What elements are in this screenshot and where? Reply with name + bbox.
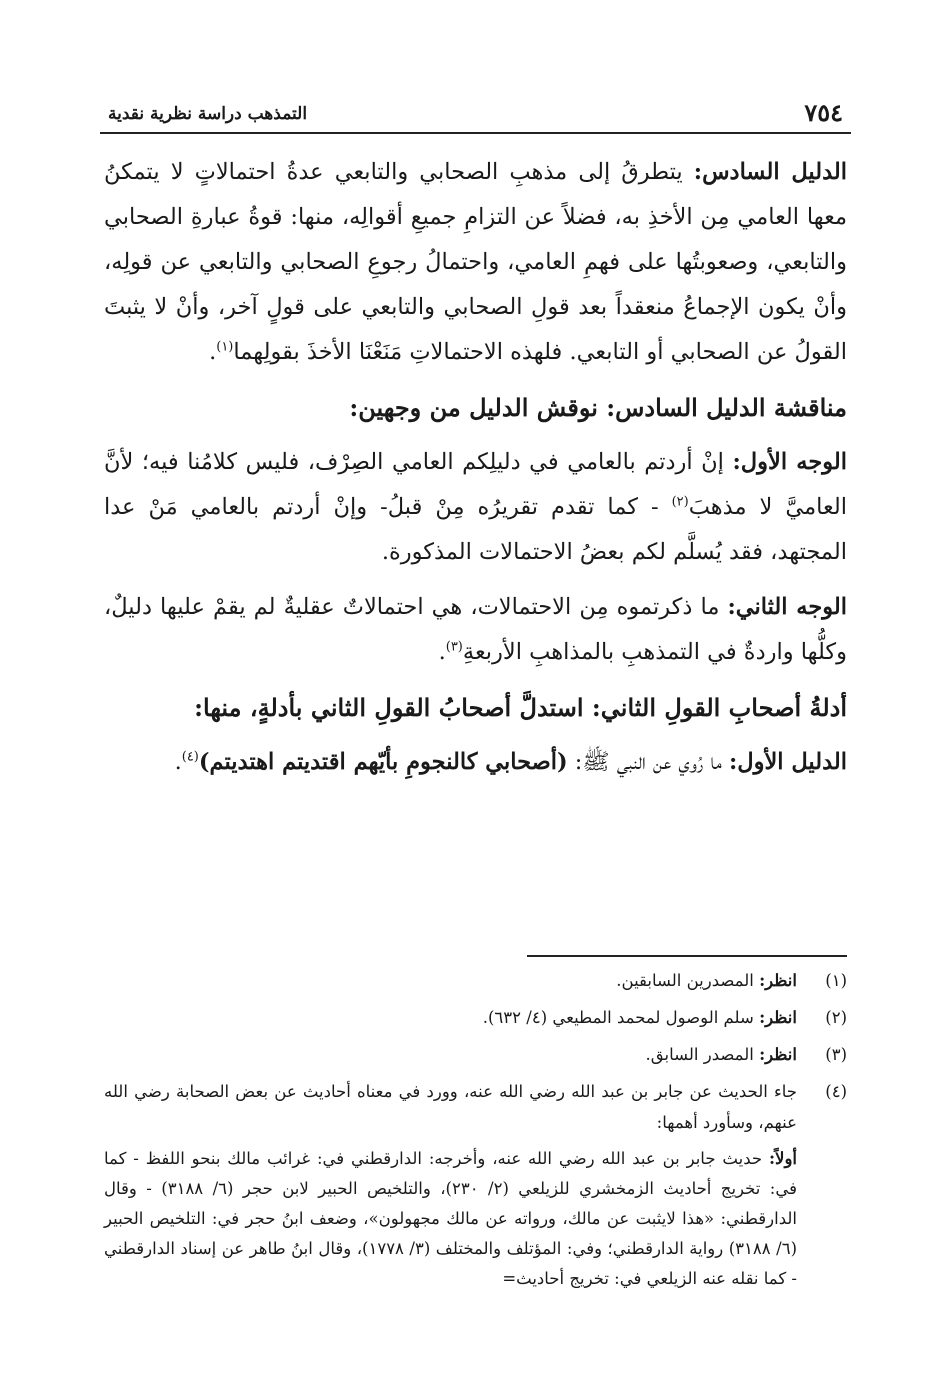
footnote-2: [104, 1002, 847, 1033]
footnote-label: أولاً:: [768, 1149, 797, 1168]
running-title: التمذهب دراسة نظرية نقدية: [108, 104, 308, 124]
text-sixth-evidence: يتطرقُ إلى مذهبِ الصحابي والتابعي عدةُ احتمالاتٍ لا يتمكنُ معها العامي مِن الأخذِ به، فضلاً عن التزامِ جميعِ أقوالِه، منها: قوةُ عبارةِ الصحابي والتابعي، وصعوبتُها على فهمِ العامي، واحتمالُ رجوعِ الصحابي والتابعي عن قولِه، وأنْ يكون الإجماعُ منعقداً بعد قولِ الصحابي والتابعي على قولٍ آخر، وأنْ لا يثبتَ القولُ عن الصحابي أو التابعي. فلهذه الاحتمالاتِ مَنَعْنَا الأخذَ بقولِهما: [104, 159, 848, 365]
lead-sixth-evidence: الدليل السادس:: [693, 159, 847, 185]
footnote-number: (٢): [825, 1008, 847, 1027]
footnote-body: جاء الحديث عن جابر بن عبد الله رضي الله عنه، وورد في معناه أحاديث عن بعض الصحابة رضي الله عنهم، وسأورد أهمها:: [104, 1082, 797, 1132]
footnote-label: انظر:: [759, 971, 797, 990]
footnote-ref-3[interactable]: (٣): [445, 639, 463, 655]
footnote-3: [104, 1039, 847, 1070]
footnote-text: المصدر السابق.: [645, 1045, 760, 1064]
footnote-text: المصدرين السابقين.: [616, 971, 760, 990]
footnote-text: حديث جابر بن عبد الله رضي الله عنه، وأخرجه: الدارقطني في: غرائب مالك بنحو اللفظ - كما في: تخريج أحاديث الزمخشري للزيلعي (٢/ ٢٣٠)، والتلخيص الحبير لابن حجر (٦/ ٣١٨٨) - وقال الدارقطني: «هذا لايثبت عن مالك، ورواته عن مالك مجهولون»، وضعف ابنُ حجر في: التلخيص الحبير (٦/ ٣١٨٨) رواية الدارقطني؛ وفي: المؤتلف والمختلف (٣/ ١٧٧٨)، وقال ابنُ طاهر عن إسناد الدارقطني - كما نقله عنه الزيلعي في: تخريج أحاديث=: [104, 1149, 797, 1288]
footnote-number: (٣): [825, 1045, 847, 1064]
footnote-4: [104, 1076, 847, 1138]
footnote-text: سلم الوصول لمحمد المطيعي (٤/ ٦٣٢).: [482, 1008, 760, 1027]
paragraph-first-evidence: الدليل الأول: ما رُوي عن النبي ﷺ: (أصحابي كالنجومِ بأيّهم اقتديتم اهتديتم)$^{(٤)}$.: [174, 749, 847, 775]
footnote-label: انظر:: [759, 1008, 797, 1027]
footnote-label: انظر:: [759, 1045, 797, 1064]
text-second-aspect: ما ذكرتموه مِن الاحتمالات، هي احتمالاتٌ عقليةٌ لم يقمْ عليها دليلٌ، وكلُّها واردةٌ في التمذهبِ بالمذاهبِ الأربعةِ: [104, 594, 847, 665]
footnote-4-continuation: [104, 1144, 847, 1294]
text-first-aspect-b: - كما تقدم تقريرُه مِنْ قبلُ- وإنْ أردتم بالعامي مَنْ عدا المجتهد، فقد يُسلَّم لكم بعضُ الاحتمالات المذكورة.: [104, 494, 847, 565]
paragraph-first-aspect: [104, 440, 847, 575]
lead-first-evidence: الدليل الأول:: [728, 749, 847, 775]
text-first-aspect-a: إنْ أردتم بالعامي في دليلِكم العامي الصِرْف، فليس كلامُنا فيه؛ لأنَّ العاميَّ لا مذهبَ: [104, 449, 847, 520]
heading-discussion: مناقشة الدليل السادس: نوقش الدليل من وجهين:: [349, 393, 847, 422]
footnote-ref-2[interactable]: (٢): [671, 494, 689, 510]
footnote-ref-4[interactable]: (٤): [181, 749, 199, 765]
footnote-body: [104, 1039, 797, 1070]
page-header: [100, 98, 851, 134]
footnote-1: [104, 965, 847, 996]
main-text: [104, 150, 847, 795]
footnote-number: (١): [825, 971, 847, 990]
footnote-body: [104, 1002, 797, 1033]
footnote-number: (٤): [825, 1082, 847, 1101]
text-first-evidence: ما رُوي عن النبي ﷺ:: [567, 749, 729, 775]
heading-second-opinion: أدلةُ أصحابِ القولِ الثاني: استدلَّ أصحابُ القولِ الثاني بأدلةٍ، منها:: [194, 693, 847, 722]
page-number: ٧٥٤: [804, 98, 843, 127]
hadith-quote: (أصحابي كالنجومِ بأيّهم اقتديتم اهتديتم): [198, 749, 568, 775]
paragraph-second-aspect: الوجه الثاني: ما ذكرتموه مِن الاحتمالات، هي احتمالاتٌ عقليةٌ لم يقمْ عليها دليلٌ، وكلُّها واردةٌ في التمذهبِ بالمذاهبِ الأربعةِ$^{(٣)}$.: [104, 594, 847, 665]
footnote-body: [104, 965, 797, 996]
footnote-ref-1[interactable]: (١): [216, 339, 234, 355]
lead-first-aspect: الوجه الأول:: [732, 449, 848, 475]
footnotes: [104, 965, 847, 1294]
lead-second-aspect: الوجه الثاني:: [727, 594, 847, 620]
paragraph-sixth-evidence: الدليل السادس: يتطرقُ إلى مذهبِ الصحابي والتابعي عدةُ احتمالاتٍ لا يتمكنُ معها العامي مِن الأخذِ به، فضلاً عن التزامِ جميعِ أقوالِه، منها: قوةُ عبارةِ الصحابي والتابعي، وصعوبتُها على فهمِ العامي، واحتمالُ رجوعِ الصحابي والتابعي عن قولِه، وأنْ يكون الإجماعُ منعقداً بعد قولِ الصحابي والتابعي على قولٍ آخر، وأنْ لا يثبتَ القولُ عن الصحابي أو التابعي. فلهذه الاحتمالاتِ مَنَعْنَا الأخذَ بقولِهما$^{(١)}$.: [104, 159, 848, 365]
footnote-divider: [527, 955, 847, 957]
